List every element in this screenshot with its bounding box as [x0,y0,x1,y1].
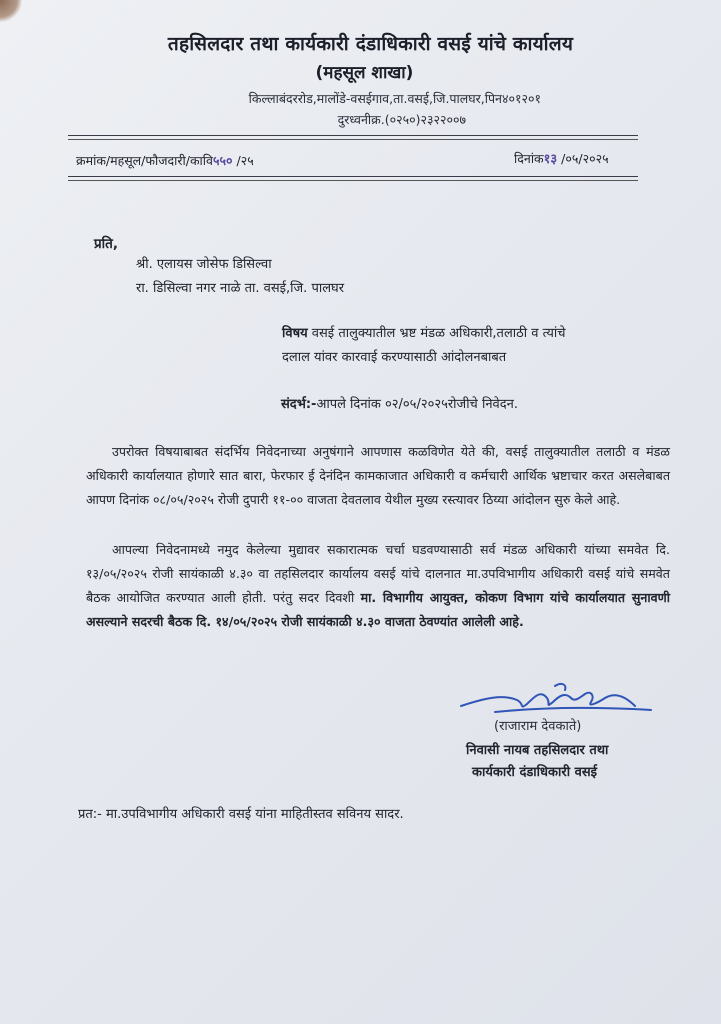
photo-corner-shadow [0,0,22,22]
header-rule-top [68,135,638,136]
reference-number-prefix: क्रमांक/महसूल/फौजदारी/कावि [76,153,213,168]
letter-date-suffix: /०५/२०२५ [557,151,609,166]
reference-label: संदर्भ:- [281,397,317,412]
body-paragraph-2-text: आपल्या निवेदनामध्ये नमुद केलेल्या मुद्यावर सकारात्मक चर्चा घडवण्यासाठी सर्व मंडळ अधिकारी यांच्या समवेत दि. १३/०५/२०२५ रोजी सायंकाळी ४.३० वा तहसिलदार कार्यालय वसई यांचे दालनात मा.उपविभागीय अधिकारी वसई यांचे समवेत बैठक आयोजित करण्यात आली होती. परंतु सदर दिवशी [86,542,670,605]
office-title: तहसिलदार तथा कार्यकारी दंडाधिकारी वसई यांचे कार्यालय [167,33,574,55]
reference-number-suffix: /२५ [232,153,254,168]
recipient-name: श्री. एलायस जोसेफ डिसिल्वा [136,257,272,272]
header-rule-bottom-thin [68,180,638,181]
reference-block [281,394,518,412]
reference-number [76,152,254,169]
subject-text-1: वसई तालुक्यातील भ्रष्ट मंडळ अधिकारी,तलाठी व त्यांचे [307,326,566,341]
signatory-name: (राजाराम देवकाते) [494,719,582,734]
letter-date [514,149,609,167]
signatory-designation-1: निवासी नायब तहसिलदार तथा [466,743,609,758]
subject-label: विषय [282,326,308,341]
body-paragraph-2-bold: मा. विभागीय आयुक्त, कोकण विभाग यांचे कार्यालयात सुनावणी असल्याने सदरची बैठक दि. १४/०५/२०२५ रोजी सायंकाळी ४.३० वाजता ठेवण्यांत आलेली आहे. [86,590,670,629]
office-address: किल्लाबंदररोड,मालोंडे-वसईगाव,ता.वसई,जि.पालघर,पिन४०१२०१ [248,91,541,106]
subject-line-1 [282,322,566,346]
header-rule-bottom [68,176,638,177]
department-name: (महसूल शाखा) [315,63,414,83]
body-paragraph-1: उपरोक्त विषयाबाबत संदर्भिय निवेदनाच्या अनुषंगाने आपणास कळविणेत येते की, वसई तालुक्यातील तलाठी व मंडळ अधिकारी कार्यालयात होणारे सात बारा, फेरफार ई देनंदिन कामकाजात अधिकारी व कर्मचारी आर्थिक भ्रष्टाचार करत असलेबाबत आपण दिनांक ०८/०५/२०२५ रोजी दुपारी ११-०० वाजता देवतलाव येथील मुख्य रस्त्यावर ठिय्या आंदोलन सुरु केले आहे. [86,444,670,507]
header-rule-top-thin [68,139,638,140]
reference-number-handwritten: ५५० [213,153,233,168]
letter-date-handwritten: १३ [543,152,558,167]
letter-date-prefix: दिनांक [514,151,544,166]
office-phone: दुरध्वनीक्र.(०२५०)२३२२००७ [337,112,466,127]
signatory-designation-2: कार्यकारी दंडाधिकारी वसई [472,765,597,780]
subject-block [282,322,566,370]
body-paragraph-2 [86,538,670,634]
recipient-address: रा. डिसिल्वा नगर नाळे ता. वसई,जि. पालघर [136,281,345,296]
subject-text-2: दलाल यांवर कारवाई करण्यासाठी आंदोलनबाबत [282,350,507,365]
reference-text: आपले दिनांक ०२/०५/२०२५रोजीचे निवेदन. [316,397,519,412]
copy-to: प्रत:- मा.उपविभागीय अधिकारी वसई यांना माहितीस्तव सविनय सादर. [78,807,404,822]
to-label: प्रति, [94,236,119,252]
